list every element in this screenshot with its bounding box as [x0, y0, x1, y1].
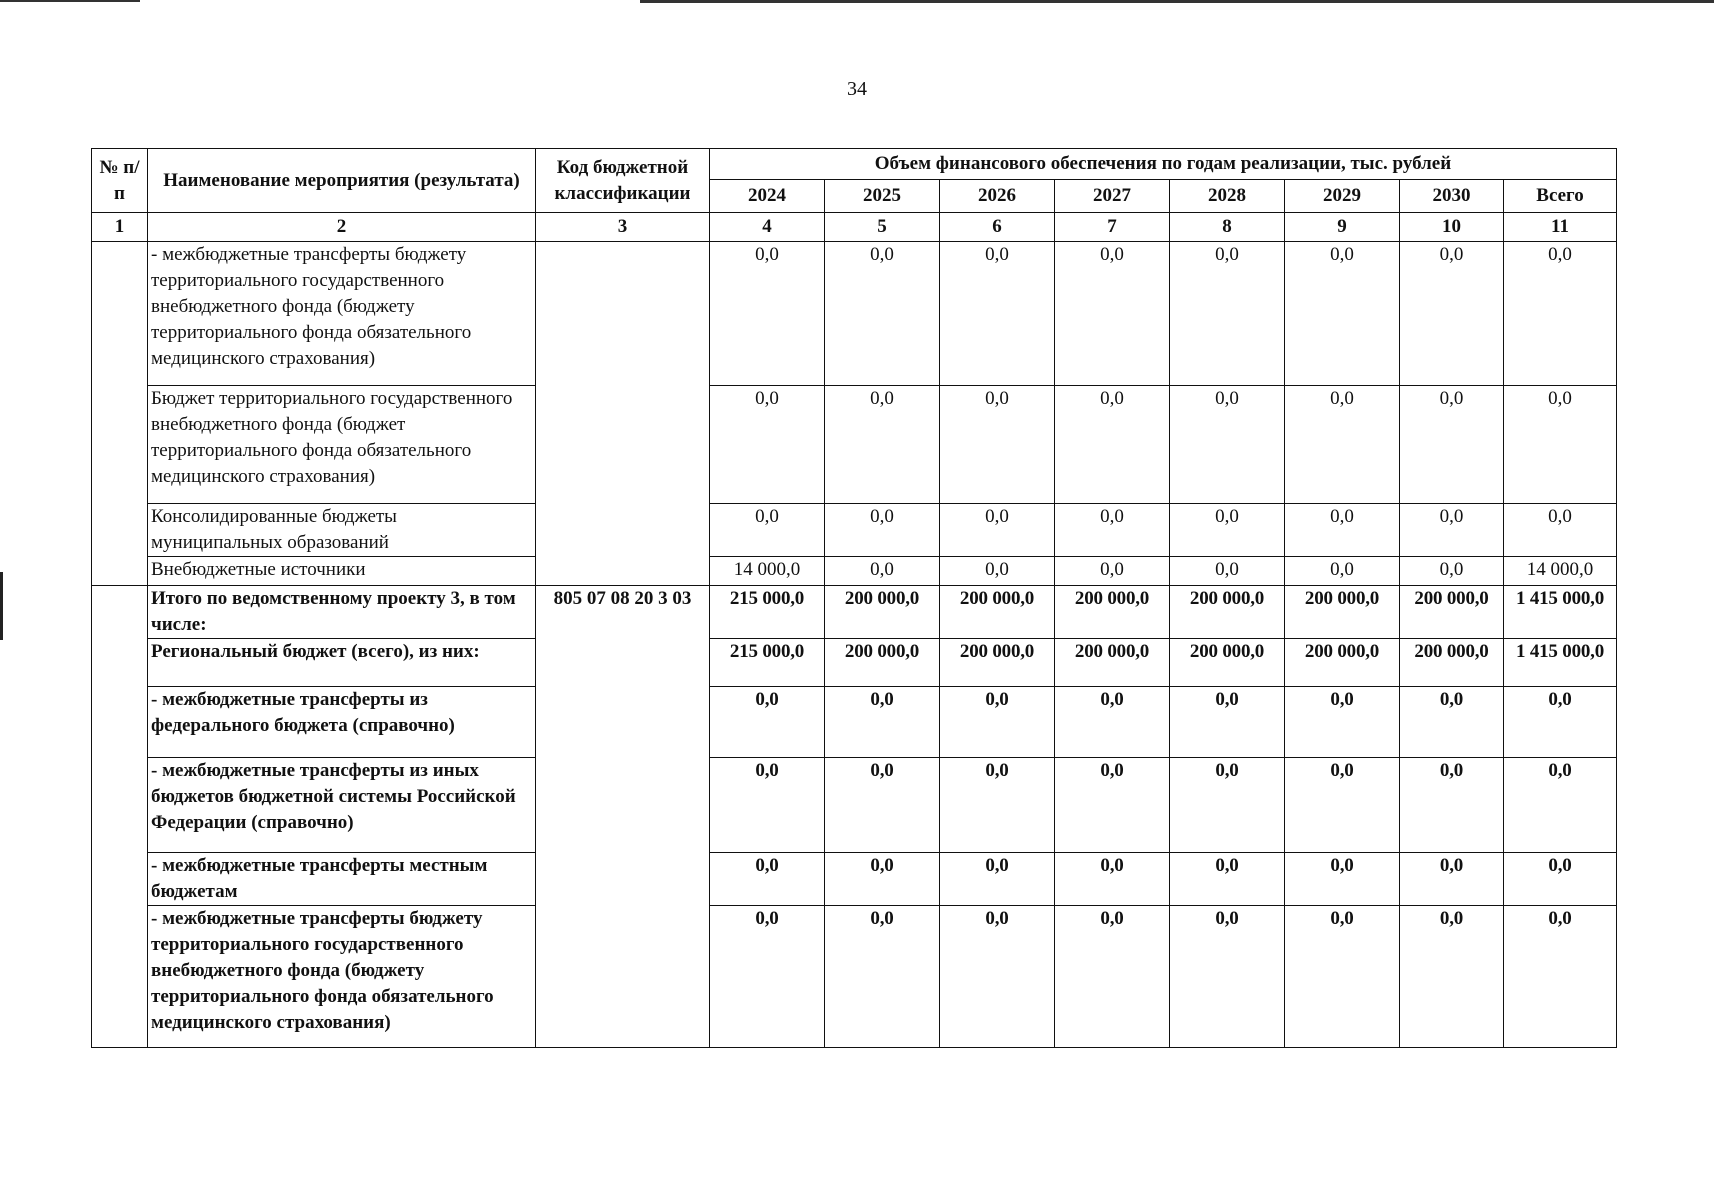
year-value: 200 000,0	[940, 586, 1055, 639]
year-value: 0,0	[1285, 906, 1400, 1048]
year-value: 200 000,0	[1055, 639, 1170, 687]
year-value: 0,0	[710, 687, 825, 758]
year-value: 200 000,0	[825, 639, 940, 687]
year-value: 200 000,0	[1285, 586, 1400, 639]
column-number: 4	[710, 213, 825, 242]
column-number: 2	[148, 213, 536, 242]
column-number: 10	[1400, 213, 1504, 242]
column-number: 8	[1170, 213, 1285, 242]
column-number: 1	[92, 213, 148, 242]
row-number-cell	[92, 586, 148, 1048]
column-number: 7	[1055, 213, 1170, 242]
total-value: 1 415 000,0	[1504, 586, 1617, 639]
year-value: 0,0	[1170, 906, 1285, 1048]
total-value: 1 415 000,0	[1504, 639, 1617, 687]
total-value: 0,0	[1504, 687, 1617, 758]
year-value: 0,0	[940, 557, 1055, 586]
scan-edge-rule	[0, 0, 140, 2]
year-value: 0,0	[1170, 853, 1285, 906]
year-value: 0,0	[1285, 504, 1400, 557]
year-value: 200 000,0	[1400, 639, 1504, 687]
year-value: 0,0	[1400, 853, 1504, 906]
year-value: 0,0	[1285, 242, 1400, 386]
year-value: 0,0	[940, 504, 1055, 557]
year-value: 0,0	[1170, 504, 1285, 557]
column-number: 6	[940, 213, 1055, 242]
page-number: 34	[847, 78, 867, 100]
column-number: 5	[825, 213, 940, 242]
year-value: 0,0	[710, 758, 825, 853]
year-value: 200 000,0	[1055, 586, 1170, 639]
budget-code-cell	[536, 242, 710, 586]
year-value: 0,0	[940, 242, 1055, 386]
year-value: 0,0	[710, 242, 825, 386]
year-value: 0,0	[1285, 758, 1400, 853]
header-year: 2030	[1400, 180, 1504, 213]
total-value: 0,0	[1504, 906, 1617, 1048]
year-value: 215 000,0	[710, 586, 825, 639]
year-value: 0,0	[1400, 242, 1504, 386]
year-value: 0,0	[1285, 687, 1400, 758]
year-value: 0,0	[825, 687, 940, 758]
year-value: 0,0	[940, 758, 1055, 853]
year-value: 0,0	[940, 853, 1055, 906]
year-value: 0,0	[1400, 557, 1504, 586]
header-year: 2027	[1055, 180, 1170, 213]
year-value: 0,0	[1055, 242, 1170, 386]
year-value: 0,0	[1170, 687, 1285, 758]
year-value: 200 000,0	[825, 586, 940, 639]
header-year: 2025	[825, 180, 940, 213]
year-value: 0,0	[1400, 758, 1504, 853]
year-value: 200 000,0	[940, 639, 1055, 687]
column-number: 11	[1504, 213, 1617, 242]
year-value: 200 000,0	[1285, 639, 1400, 687]
year-value: 0,0	[825, 386, 940, 504]
year-value: 0,0	[825, 853, 940, 906]
year-value: 0,0	[710, 853, 825, 906]
header-code: Код бюджетной классификации	[536, 149, 710, 213]
year-value: 0,0	[1285, 386, 1400, 504]
year-value: 0,0	[940, 386, 1055, 504]
year-value: 0,0	[825, 557, 940, 586]
scan-binding-mark	[0, 572, 3, 640]
year-value: 0,0	[825, 906, 940, 1048]
year-value: 0,0	[1055, 557, 1170, 586]
table-row	[92, 906, 1617, 1048]
total-value: 0,0	[1504, 758, 1617, 853]
table-row	[92, 687, 1617, 758]
year-value: 0,0	[1285, 557, 1400, 586]
table-row	[92, 504, 1617, 557]
table-row	[92, 242, 1617, 386]
header-year: 2024	[710, 180, 825, 213]
year-value: 0,0	[1285, 853, 1400, 906]
table-row	[92, 758, 1617, 853]
total-value: 0,0	[1504, 504, 1617, 557]
year-value: 0,0	[1055, 906, 1170, 1048]
year-value: 0,0	[710, 906, 825, 1048]
header-year: 2029	[1285, 180, 1400, 213]
header-number: № п/п	[92, 149, 148, 213]
table-row	[92, 557, 1617, 586]
measure-name: Бюджет территориального государственного внебюджетного фонда (бюджет территориального фонда обязательного медицинского страхования)	[148, 386, 536, 504]
year-value: 0,0	[940, 906, 1055, 1048]
column-number: 3	[536, 213, 710, 242]
measure-name: - межбюджетные трансферты из федерального бюджета (справочно)	[148, 687, 536, 758]
year-value: 0,0	[1055, 758, 1170, 853]
year-value: 0,0	[1400, 906, 1504, 1048]
budget-code-cell: 805 07 08 20 3 03	[536, 586, 710, 1048]
header-total: Всего	[1504, 180, 1617, 213]
budget-table	[91, 148, 1617, 1048]
scan-edge-rule	[640, 0, 1714, 3]
table-row	[92, 586, 1617, 639]
measure-name: Итого по ведомственному проекту 3, в том числе:	[148, 586, 536, 639]
year-value: 200 000,0	[1170, 639, 1285, 687]
total-value: 0,0	[1504, 242, 1617, 386]
year-value: 0,0	[1055, 853, 1170, 906]
column-numbers-row	[92, 213, 1617, 242]
year-value: 0,0	[1400, 687, 1504, 758]
total-value: 0,0	[1504, 386, 1617, 504]
header-volume: Объем финансового обеспечения по годам реализации, тыс. рублей	[710, 149, 1617, 180]
header-name: Наименование мероприятия (результата)	[148, 149, 536, 213]
measure-name: - межбюджетные трансферты бюджету территориального государственного внебюджетного фонда (бюджету территориального фонда обязательного медицинского страхования)	[148, 906, 536, 1048]
year-value: 200 000,0	[1170, 586, 1285, 639]
year-value: 0,0	[940, 687, 1055, 758]
year-value: 0,0	[1170, 557, 1285, 586]
header-year: 2028	[1170, 180, 1285, 213]
measure-name: Консолидированные бюджеты муниципальных образований	[148, 504, 536, 557]
year-value: 0,0	[1170, 758, 1285, 853]
measure-name: Региональный бюджет (всего), из них:	[148, 639, 536, 687]
year-value: 0,0	[1055, 386, 1170, 504]
table-row	[92, 386, 1617, 504]
measure-name: - межбюджетные трансферты бюджету территориального государственного внебюджетного фонда (бюджету территориального фонда обязательного медицинского страхования)	[148, 242, 536, 386]
year-value: 0,0	[1170, 386, 1285, 504]
measure-name: - межбюджетные трансферты местным бюджетам	[148, 853, 536, 906]
year-value: 0,0	[1400, 386, 1504, 504]
year-value: 0,0	[825, 504, 940, 557]
year-value: 14 000,0	[710, 557, 825, 586]
measure-name: Внебюджетные источники	[148, 557, 536, 586]
year-value: 0,0	[710, 504, 825, 557]
year-value: 0,0	[1055, 687, 1170, 758]
year-value: 0,0	[825, 758, 940, 853]
table-row	[92, 639, 1617, 687]
column-number: 9	[1285, 213, 1400, 242]
year-value: 0,0	[1055, 504, 1170, 557]
total-value: 0,0	[1504, 853, 1617, 906]
year-value: 0,0	[710, 386, 825, 504]
year-value: 0,0	[1170, 242, 1285, 386]
year-value: 0,0	[1400, 504, 1504, 557]
measure-name: - межбюджетные трансферты из иных бюджетов бюджетной системы Российской Федерации (справочно)	[148, 758, 536, 853]
year-value: 200 000,0	[1400, 586, 1504, 639]
total-value: 14 000,0	[1504, 557, 1617, 586]
header-year: 2026	[940, 180, 1055, 213]
year-value: 215 000,0	[710, 639, 825, 687]
year-value: 0,0	[825, 242, 940, 386]
table-row	[92, 853, 1617, 906]
row-number-cell	[92, 242, 148, 586]
